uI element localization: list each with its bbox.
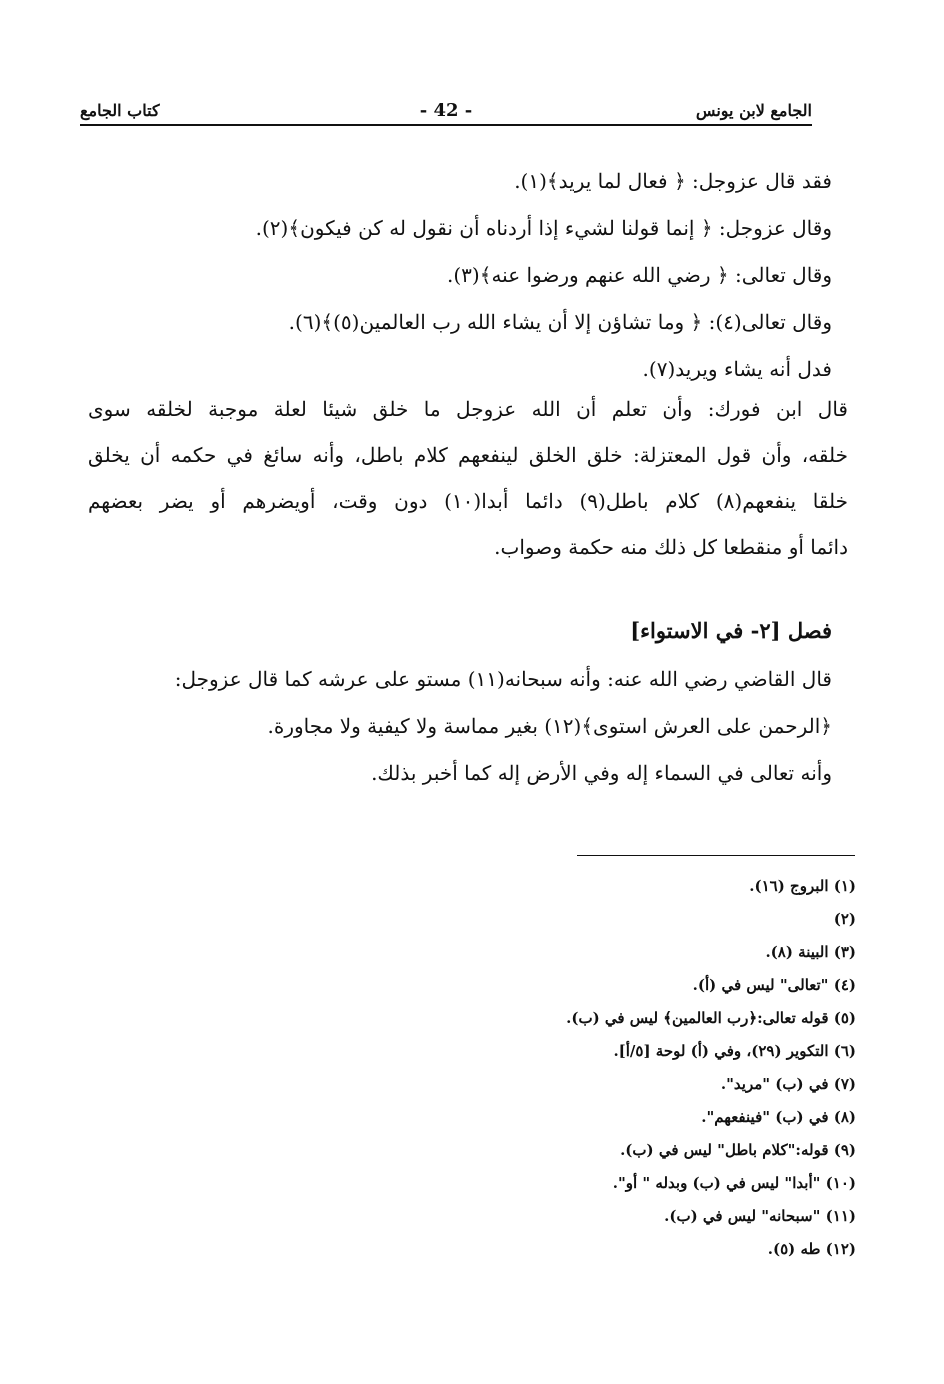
footnote: (٧) في (ب) "مريد". [720,1075,856,1093]
footnote: (٦) التكوير (٢٩)، وفي (أ) لوحة [٥/أ]. [613,1042,856,1060]
page-number: - 42 - [419,100,473,121]
header-book-section: كتاب الجامع [80,101,160,120]
body-line: فقد قال عزوجل: ﴿ فعال لما يريد﴾(١). [514,169,832,193]
footnote: (١٢) طه (٥). [767,1240,856,1258]
section-line: قال القاضي رضي الله عنه: وأنه سبحانه(١١) مستو على عرشه كما قال عزوجل: [174,667,832,691]
footnote: (٢) [833,910,856,928]
istiwa-section [72,606,832,797]
footnote: (٣) البينة (٨). [765,943,856,961]
body-line: وقال تعالى(٤): ﴿ وما تشاؤن إلا أن يشاء الله رب العالمين(٥)﴾(٦). [288,310,832,334]
section-title: فصل [٢- في الاستواء] [630,618,832,643]
footnote: (١) البروج (١٦). [749,877,856,895]
ibn-furak-paragraph [88,386,848,570]
paragraph-line: خلقا ينفعهم(٨) كلام باطل(٩) دائما أبدا(١٠) دون وقت، أويضرهم أو يضر بعضهم [88,489,848,513]
footnote-separator [577,855,855,856]
paragraph-line: دائما أو منقطعا كل ذلك منه حكمة وصواب. [494,535,848,559]
footnote: (٤) "تعالى" ليس في (أ). [692,976,856,994]
body-line: فدل أنه يشاء ويريد(٧). [642,357,832,381]
footnote: (٨) في (ب) "فينفعهم". [701,1108,856,1126]
section-line: ﴿الرحمن على العرش استوى﴾(١٢) بغير مماسة ولا كيفية ولا مجاورة. [267,714,832,738]
footnote: (١١) "سبحانه" ليس في (ب). [664,1207,856,1225]
section-line: وأنه تعالى في السماء إله وفي الأرض إله كما أخبر بذلك. [371,761,832,785]
paragraph-line: قال ابن فورك: وأن تعلم أن الله عزوجل ما خلق شيئا لعلة موجبة لخلقه سوى [88,397,848,421]
body-line: وقال عزوجل: ﴿ إنما قولنا لشيء إذا أردناه أن نقول له كن فيكون﴾(٢). [255,216,832,240]
header-book-title: الجامع لابن يونس [695,101,812,120]
running-header [80,92,812,126]
footnote: (٩) قوله:"كلام باطل" ليس في (ب). [620,1141,856,1159]
body-line: وقال تعالى: ﴿ رضي الله عنهم ورضوا عنه﴾(٣). [447,263,832,287]
quotations-block [92,158,832,393]
paragraph-line: خلقه، وأن قول المعتزلة: خلق الخلق لينفعهم كلام باطل، وأنه سائغ في حكمه أن يخلق [88,443,849,467]
footnote: (٥) قوله تعالى:﴿رب العالمين﴾ ليس في (ب). [566,1009,856,1027]
footnote: (١٠) "أبدا" ليس في (ب) وبدله " أو". [612,1174,856,1192]
footnotes-list [356,870,856,1266]
